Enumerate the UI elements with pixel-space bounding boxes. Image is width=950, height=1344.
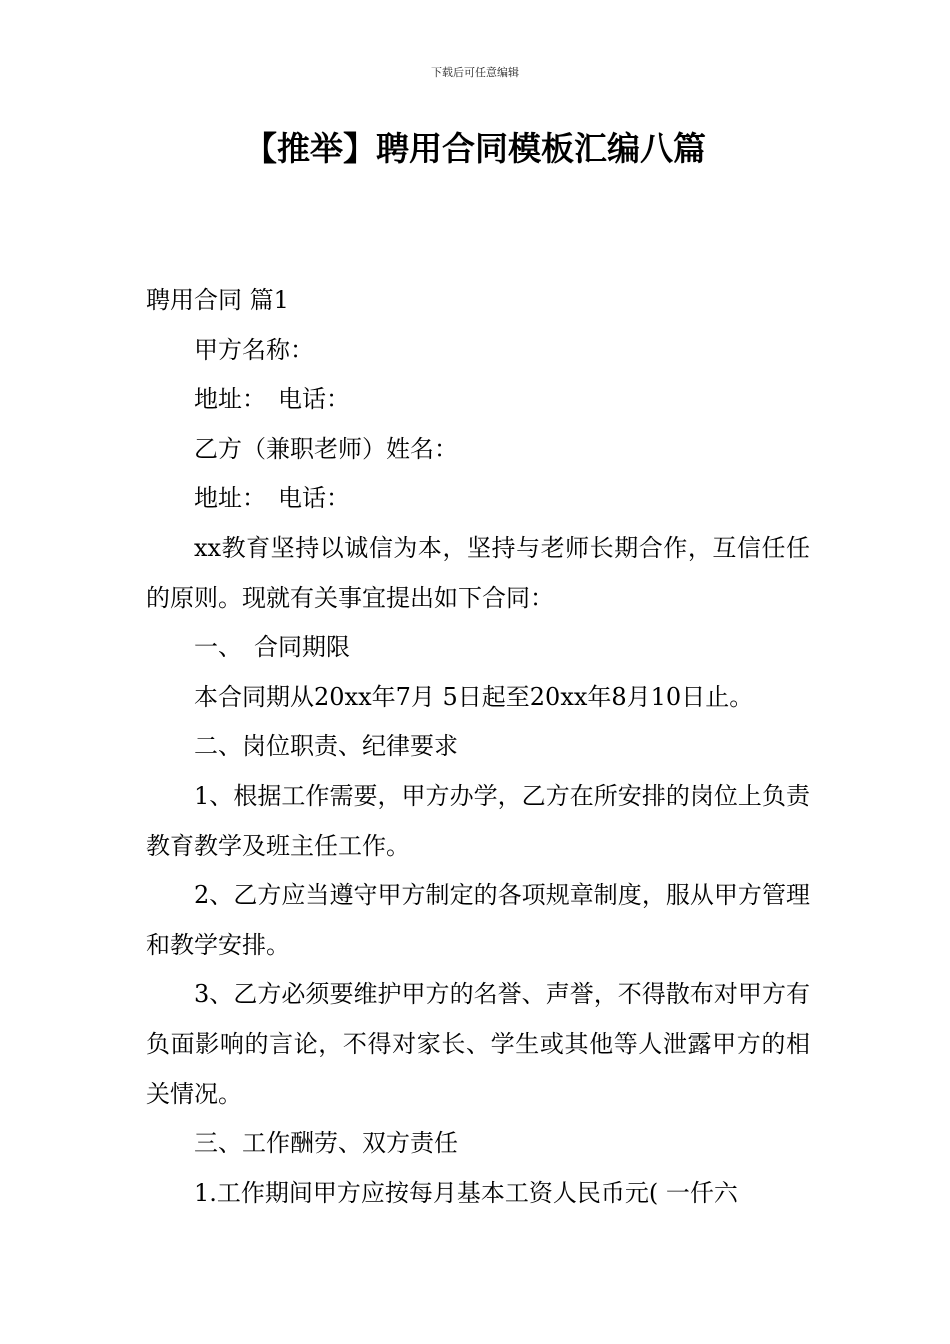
- paragraph: 二、岗位职责、纪律要求: [194, 732, 458, 761]
- paragraph: xx教育坚持以诚信为本，坚持与老师长期合作，互信任任的原则。现就有关事宜提出如下合同：: [146, 533, 810, 612]
- paragraph: 本合同期从20xx年7月 5日起至20xx年8月10日止。: [194, 682, 754, 711]
- document-title: 【推举】聘用合同模板汇编八篇: [244, 129, 706, 168]
- paragraph: 一、 合同期限: [194, 633, 350, 662]
- header-note: 下载后可任意编辑: [431, 66, 519, 79]
- document-body: [146, 276, 810, 1218]
- paragraph: 2、乙方应当遵守甲方制定的各项规章制度，服从甲方管理和教学安排。: [146, 881, 810, 959]
- paragraph: 甲方名称：: [194, 335, 314, 364]
- paragraph: 乙方（兼职老师）姓名：: [194, 434, 458, 463]
- paragraph: 三、工作酬劳、双方责任: [194, 1129, 458, 1158]
- paragraph: 3、乙方必须要维护甲方的名誉、声誉，不得散布对甲方有负面影响的言论，不得对家长、学生或其他等人泄露甲方的相关情况。: [146, 980, 810, 1108]
- paragraph: 1、根据工作需要，甲方办学，乙方在所安排的岗位上负责教育教学及班主任工作。: [146, 781, 810, 860]
- paragraph: 地址： 电话：: [194, 385, 350, 414]
- paragraph: 地址： 电话：: [194, 484, 350, 513]
- paragraph: 1.工作期间甲方应按每月基本工资人民币元( 一仟六: [194, 1178, 738, 1207]
- paragraph: 聘用合同 篇1: [146, 286, 289, 314]
